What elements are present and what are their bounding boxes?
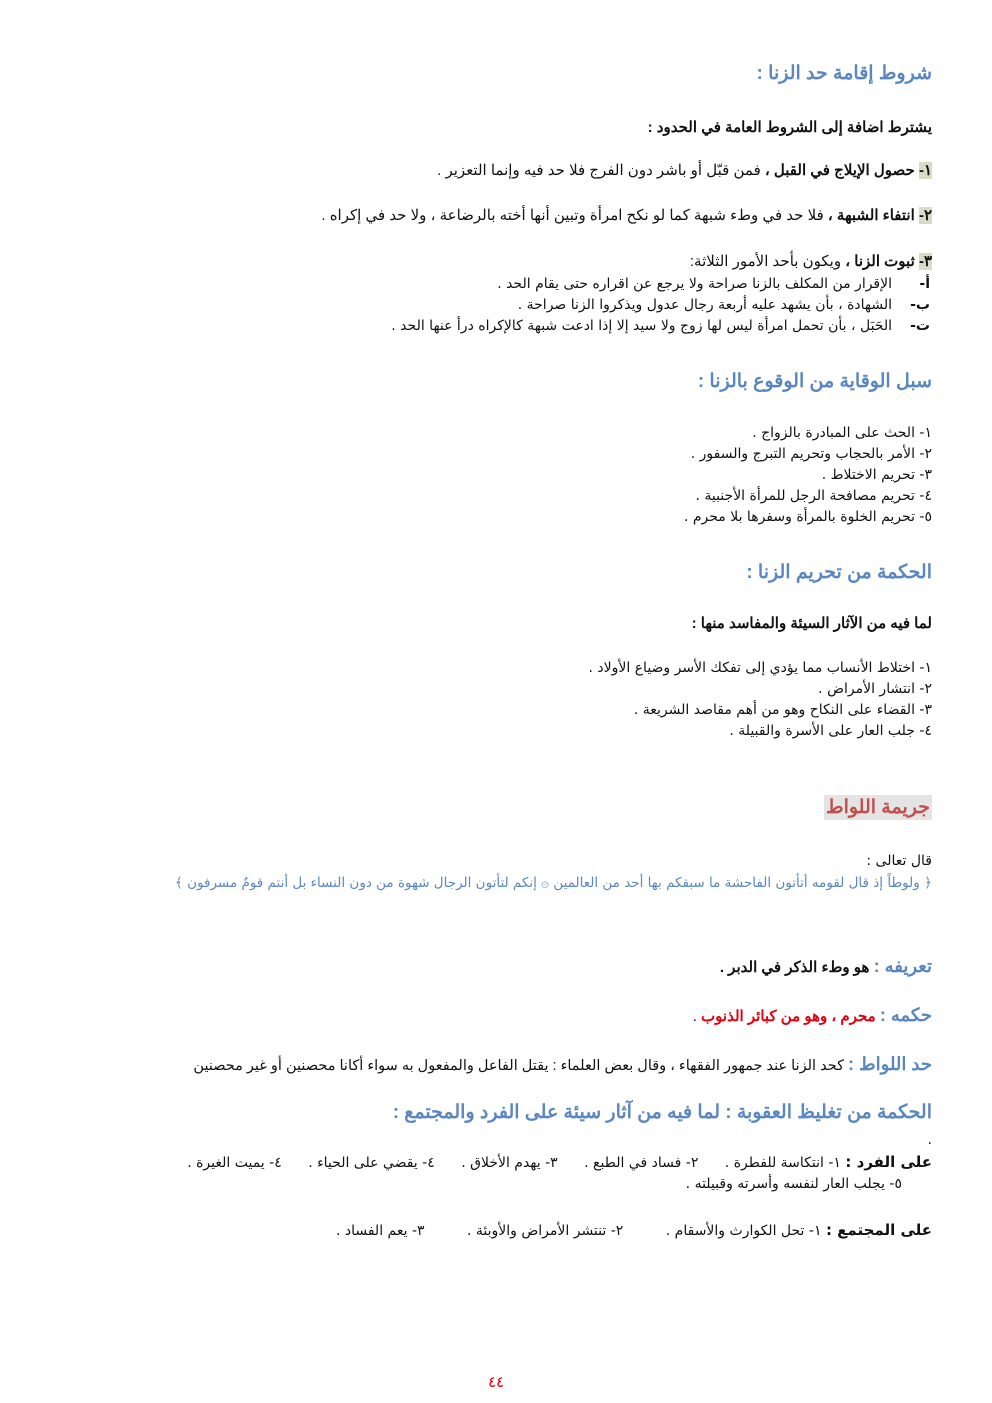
society-effect: ١- تحل الكوارث والأسقام . bbox=[665, 1223, 822, 1239]
condition-3-number: ٣- bbox=[918, 253, 932, 270]
proof-item bbox=[60, 295, 930, 316]
condition-1 bbox=[60, 160, 932, 182]
definition bbox=[60, 955, 932, 979]
list-item: ٤- جلب العار على الأسرة والقبيلة . bbox=[729, 723, 932, 739]
punishment-text: كحد الزنا عند جمهور الفقهاء ، وقال بعض العلماء : يقتل الفاعل والمفعول به سواء أكانا محصنين أو غير محصنين bbox=[193, 1058, 849, 1074]
ruling-label: حكمه : bbox=[879, 1005, 932, 1025]
prevention-list bbox=[60, 423, 932, 528]
condition-3 bbox=[60, 251, 932, 273]
effects-individual bbox=[60, 1152, 932, 1174]
list-item: ١- الحث على المبادرة بالزواج . bbox=[752, 425, 932, 441]
proof-text: الحَبَل ، بأن تحمل امرأة ليس لها زوج ولا سيد إلا إذا ادعت شبهة كالإكراه درأ عنها الحد . bbox=[391, 318, 892, 334]
condition-1-number: ١- bbox=[918, 162, 932, 179]
condition-2-text: فلا حد في وطء شبهة كما لو نكح امرأة وتبين أنها أخته بالرضاعة ، ولا حد في إكراه . bbox=[321, 207, 828, 224]
proof-marker: ب- bbox=[910, 297, 930, 313]
proof-item bbox=[60, 316, 930, 337]
condition-3-title: ثبوت الزنا ، bbox=[845, 253, 915, 270]
proof-list bbox=[60, 274, 930, 337]
individual-effect: ٤- يميت الغيرة . bbox=[187, 1155, 282, 1171]
condition-1-text: فمن قبّل أو باشر دون الفرج فلا حد فيه وإنما التعزير . bbox=[437, 162, 765, 179]
condition-1-title: حصول الإيلاج في القبل ، bbox=[764, 162, 915, 179]
condition-2 bbox=[60, 205, 932, 227]
effects-society bbox=[60, 1220, 932, 1242]
individual-effect: ١- انتكاسة للفطرة . bbox=[724, 1155, 841, 1171]
list-item: ٥- تحريم الخلوة بالمرأة وسفرها بلا محرم . bbox=[683, 509, 932, 525]
list-item: ٣- القضاء على النكاح وهو من أهم مقاصد الشريعة . bbox=[633, 702, 932, 718]
proof-item bbox=[60, 274, 930, 295]
condition-2-title: انتفاء الشبهة ، bbox=[827, 207, 915, 224]
quran-verse: ﴿ ولوطاً إذ قال لقومه أتأتون الفاحشة ما سبقكم بها أحد من العالمين ۞ إنكم لتأتون الرجال شهوة من دون النساء بل أنتم قومٌ مسرفون ﴾ bbox=[174, 875, 932, 891]
ruling-text: محرم ، وهو من كبائر الذنوب bbox=[701, 1008, 880, 1025]
conditions-intro: يشترط اضافة إلى الشروط العامة في الحدود : bbox=[647, 119, 932, 136]
stray-dot: . bbox=[927, 1132, 932, 1148]
sodomy-heading-wrap bbox=[60, 796, 932, 819]
proof-marker: ت- bbox=[910, 318, 930, 334]
heading-sodomy: جريمة اللواط bbox=[826, 797, 930, 818]
condition-3-text: ويكون بأحد الأمور الثلاثة: bbox=[689, 253, 846, 270]
individual-effect: ٢- فساد في الطبع . bbox=[584, 1155, 699, 1171]
ruling bbox=[60, 1004, 932, 1028]
individual-effect-line2: ٥- يجلب العار لنفسه وأسرته وقبيلته . bbox=[685, 1176, 902, 1192]
individual-effect: ٣- يهدم الأخلاق . bbox=[461, 1155, 558, 1171]
society-effect: ٣- يعم الفساد . bbox=[335, 1223, 425, 1239]
condition-2-number: ٢- bbox=[918, 207, 932, 224]
proof-marker: أ- bbox=[919, 276, 930, 292]
definition-text: هو وطء الذكر في الدبر . bbox=[719, 959, 874, 976]
list-item: ٣- تحريم الاختلاط . bbox=[821, 467, 932, 483]
punishment bbox=[60, 1053, 932, 1077]
list-item: ٢- انتشار الأمراض . bbox=[818, 681, 932, 697]
heading-conditions: شروط إقامة حد الزنا : bbox=[756, 63, 932, 84]
punishment-label: حد اللواط : bbox=[848, 1054, 932, 1074]
heading-prevention: سبل الوقاية من الوقوع بالزنا : bbox=[697, 371, 932, 392]
society-effect: ٢- تنتشر الأمراض والأوبئة . bbox=[466, 1223, 624, 1239]
wisdom-intro: لما فيه من الآثار السيئة والمفاسد منها : bbox=[691, 615, 932, 632]
individual-label: على الفرد : bbox=[845, 1153, 932, 1171]
heading-wisdom: الحكمة من تحريم الزنا : bbox=[746, 562, 932, 583]
ruling-dot: . bbox=[692, 1008, 702, 1025]
wisdom-list bbox=[60, 658, 932, 742]
page-number: ٤٤ bbox=[487, 1373, 505, 1391]
proof-text: الشهادة ، بأن يشهد عليه أربعة رجال عدول ويذكروا الزنا صراحة . bbox=[517, 297, 892, 313]
list-item: ٤- تحريم مصافحة الرجل للمرأة الأجنبية . bbox=[695, 488, 932, 504]
heading-severity-wisdom: الحكمة من تغليظ العقوبة : لما فيه من آثار سيئة على الفرد والمجتمع : bbox=[392, 1102, 932, 1123]
list-item: ١- اختلاط الأنساب مما يؤدي إلى تفكك الأسر وضياع الأولاد . bbox=[588, 660, 932, 676]
definition-label: تعريفه : bbox=[873, 956, 932, 976]
proof-text: الإقرار من المكلف بالزنا صراحة ولا يرجع عن اقراره حتى يقام الحد . bbox=[497, 276, 892, 292]
society-label: على المجتمع : bbox=[825, 1221, 932, 1239]
verse-intro: قال تعالى : bbox=[866, 853, 932, 869]
list-item: ٢- الأمر بالحجاب وتحريم التبرج والسفور . bbox=[690, 446, 932, 462]
individual-effect: ٤- يقضي على الحياء . bbox=[308, 1155, 435, 1171]
